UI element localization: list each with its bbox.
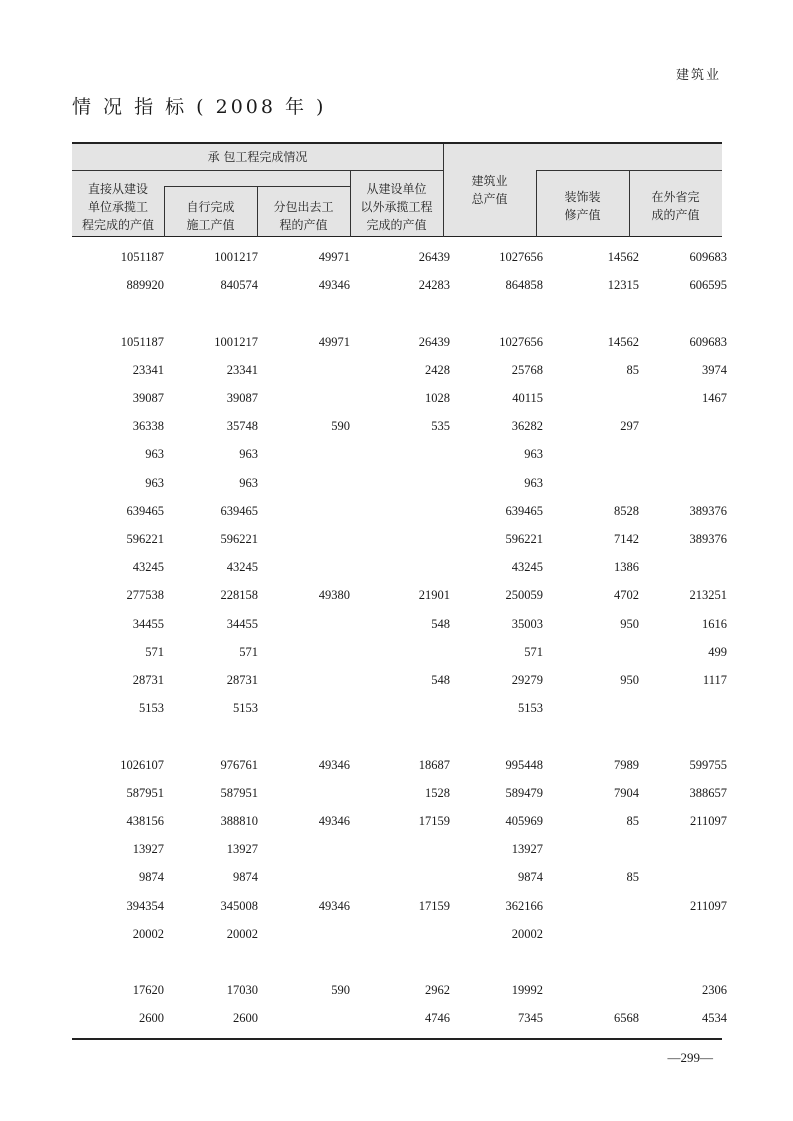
table-cell: 14562 xyxy=(607,334,639,349)
table-cell: 20002 xyxy=(132,926,164,941)
table-cell: 43245 xyxy=(132,560,164,575)
table-cell: 36282 xyxy=(511,419,543,434)
table-row xyxy=(72,701,722,721)
table-cell: 43245 xyxy=(511,560,543,575)
table-cell: 34455 xyxy=(226,616,258,631)
table-cell: 7142 xyxy=(614,532,639,546)
table-cell: 596221 xyxy=(220,532,258,546)
table-cell: 1386 xyxy=(614,560,639,575)
table-cell: 213251 xyxy=(689,588,727,603)
table-cell: 1001217 xyxy=(214,250,258,264)
table-cell: 49346 xyxy=(318,757,350,772)
table-cell: 49971 xyxy=(318,250,350,264)
table-row xyxy=(72,616,727,637)
table-cell: 589479 xyxy=(505,785,543,800)
table-cell: 297 xyxy=(620,419,639,434)
table-cell: 7904 xyxy=(614,785,639,800)
table-cell: 2306 xyxy=(702,983,727,998)
table-cell: 963 xyxy=(524,447,543,462)
table-cell: 345008 xyxy=(220,898,258,913)
table-cell: 639465 xyxy=(126,503,164,518)
table-cell: 590 xyxy=(331,419,350,434)
table-cell: 963 xyxy=(524,475,543,490)
table-cell: 389376 xyxy=(689,532,727,546)
table-cell: 13927 xyxy=(132,842,164,857)
table-cell: 2962 xyxy=(425,983,450,998)
table-cell: 4702 xyxy=(614,588,639,603)
table-cell: 49346 xyxy=(318,814,350,828)
table-row xyxy=(72,898,727,919)
table-cell: 28731 xyxy=(132,673,164,687)
table-cell: 394354 xyxy=(126,898,164,913)
table-cell: 277538 xyxy=(126,588,164,603)
table-cell: 4534 xyxy=(702,1011,727,1026)
table-cell: 1027656 xyxy=(499,250,543,264)
table-cell: 388810 xyxy=(220,814,258,828)
table-cell: 1528 xyxy=(425,785,450,800)
table-cell: 228158 xyxy=(220,588,258,603)
table-cell: 36338 xyxy=(132,419,164,434)
table-cell: 49346 xyxy=(318,278,350,293)
table-cell: 49346 xyxy=(318,898,350,913)
table-cell: 639465 xyxy=(220,503,258,518)
column-header-subcontracted: 分包出去工 程的产值 xyxy=(273,200,334,232)
table-cell: 26439 xyxy=(418,250,450,264)
table-cell: 1117 xyxy=(702,673,727,687)
table-row xyxy=(72,476,722,496)
table-cell: 963 xyxy=(239,447,258,462)
table-bottom-rule xyxy=(72,1038,722,1040)
table-cell: 1051187 xyxy=(120,334,164,349)
page-number: —299— xyxy=(667,1050,713,1065)
table-cell: 20002 xyxy=(226,926,258,941)
table-cell: 6568 xyxy=(614,1011,639,1026)
table-cell: 8528 xyxy=(614,503,639,518)
table-cell: 40115 xyxy=(512,391,543,405)
table-cell: 18687 xyxy=(418,757,450,772)
table-cell: 438156 xyxy=(126,814,164,828)
table-cell: 9874 xyxy=(233,870,258,885)
table-cell: 5153 xyxy=(139,701,164,716)
column-header-out-of-province: 在外省完 成的产值 xyxy=(651,190,700,222)
table-cell: 17159 xyxy=(418,898,450,913)
table-cell: 1028 xyxy=(425,391,450,405)
table-cell: 20002 xyxy=(511,926,543,941)
table-cell: 599755 xyxy=(689,757,727,772)
table-cell: 1616 xyxy=(702,616,727,631)
table-cell: 85 xyxy=(626,814,639,828)
table-row xyxy=(72,644,727,665)
table-cell: 3974 xyxy=(702,362,727,377)
column-header-other-units: 从建设单位 以外承揽工程 完成的产值 xyxy=(360,182,433,232)
table-cell: 12315 xyxy=(607,278,639,293)
table-row xyxy=(72,391,727,411)
table-cell: 211097 xyxy=(689,898,727,913)
table-cell: 26439 xyxy=(418,334,450,349)
table-cell: 499 xyxy=(708,644,727,659)
table-cell: 35748 xyxy=(226,419,258,434)
table-cell: 963 xyxy=(145,475,164,490)
table-cell: 596221 xyxy=(126,532,164,546)
table-cell: 17159 xyxy=(418,814,450,828)
table-cell: 596221 xyxy=(505,532,543,546)
table-header xyxy=(72,142,722,237)
table-cell: 571 xyxy=(524,644,543,659)
table-cell: 1051187 xyxy=(120,250,164,264)
column-header-direct: 直接从建设 单位承揽工 程完成的产值 xyxy=(81,182,154,232)
group-header: 承 包工程完成情况 xyxy=(207,150,308,164)
table-cell: 19992 xyxy=(511,983,543,998)
table-row xyxy=(72,560,722,580)
table-cell: 571 xyxy=(145,644,164,659)
table-row xyxy=(72,927,722,947)
table-cell: 43245 xyxy=(226,560,258,575)
table-cell: 9874 xyxy=(139,870,164,885)
table-cell: 23341 xyxy=(226,362,258,377)
table-cell: 28731 xyxy=(226,673,258,687)
table-cell: 2428 xyxy=(425,362,450,377)
table-cell: 639465 xyxy=(505,503,543,518)
table-row xyxy=(72,419,722,439)
table-cell: 85 xyxy=(626,870,639,885)
table-cell: 7989 xyxy=(614,757,639,772)
table-cell: 587951 xyxy=(220,785,258,800)
table-cell: 548 xyxy=(431,673,450,687)
group-header-rule xyxy=(72,170,443,171)
table-cell: 14562 xyxy=(607,250,639,264)
table-cell: 963 xyxy=(239,475,258,490)
table-cell: 889920 xyxy=(126,278,164,293)
table-cell: 1026107 xyxy=(120,757,164,772)
table-cell: 250059 xyxy=(505,588,543,603)
table-row xyxy=(72,729,722,749)
table-row xyxy=(72,250,727,270)
table-cell: 39087 xyxy=(226,391,258,405)
table-cell: 5153 xyxy=(233,701,258,716)
table-cell: 34455 xyxy=(132,616,164,631)
table-cell: 590 xyxy=(331,983,350,998)
table-cell: 29279 xyxy=(511,673,543,687)
table-cell: 5153 xyxy=(518,701,543,716)
table-row xyxy=(72,278,727,298)
table-cell: 49380 xyxy=(318,588,350,603)
table-cell: 2600 xyxy=(233,1011,258,1026)
table-cell: 85 xyxy=(626,362,639,377)
table-row xyxy=(72,955,722,975)
table-cell: 24283 xyxy=(418,278,450,293)
column-header-total-output: 建筑业 总产值 xyxy=(471,174,508,206)
table-cell: 25768 xyxy=(511,362,543,377)
table-row xyxy=(72,842,722,862)
table-cell: 1027656 xyxy=(499,334,543,349)
table-cell: 548 xyxy=(431,616,450,631)
table-row xyxy=(72,757,727,778)
table-cell: 13927 xyxy=(511,842,543,857)
table-row xyxy=(72,306,722,326)
table-row xyxy=(72,673,727,693)
table-cell: 995448 xyxy=(505,757,543,772)
table-cell: 950 xyxy=(620,673,639,687)
table-cell: 950 xyxy=(620,616,639,631)
table-row xyxy=(72,334,727,355)
table-row xyxy=(72,532,727,552)
table-cell: 4746 xyxy=(425,1011,450,1026)
table-cell: 571 xyxy=(239,644,258,659)
table-cell: 389376 xyxy=(689,503,727,518)
section-label: 建筑业 xyxy=(675,68,721,83)
table-cell: 17030 xyxy=(226,983,258,998)
table-cell: 49971 xyxy=(318,334,350,349)
table-cell: 2600 xyxy=(139,1011,164,1026)
page-title: 情 况 指 标 ( 2008 年 ) xyxy=(72,96,327,118)
table-cell: 21901 xyxy=(418,588,450,603)
table-cell: 405969 xyxy=(505,814,543,828)
table-cell: 7345 xyxy=(518,1011,543,1026)
table-row xyxy=(72,983,727,1003)
table-row xyxy=(72,362,727,383)
table-cell: 39087 xyxy=(132,391,164,405)
column-header-decoration: 装饰装 修产值 xyxy=(564,190,601,222)
table-row xyxy=(72,503,727,524)
table-row xyxy=(72,447,722,467)
table-cell: 362166 xyxy=(505,898,543,913)
table-cell: 864858 xyxy=(505,278,543,293)
table-row xyxy=(72,814,727,834)
table-cell: 13927 xyxy=(226,842,258,857)
table-cell: 609683 xyxy=(689,334,727,349)
table-cell: 587951 xyxy=(126,785,164,800)
table-cell: 976761 xyxy=(220,757,258,772)
column-header-self-completed: 自行完成 施工产值 xyxy=(186,200,235,232)
table-cell: 606595 xyxy=(689,278,727,293)
table-row xyxy=(72,588,727,608)
table-cell: 963 xyxy=(145,447,164,462)
table-cell: 1467 xyxy=(702,391,727,405)
table-cell: 609683 xyxy=(689,250,727,264)
table-cell: 35003 xyxy=(511,616,543,631)
table-cell: 535 xyxy=(431,419,450,434)
table-row xyxy=(72,1011,727,1031)
table-cell: 388657 xyxy=(689,785,727,800)
table-cell: 23341 xyxy=(132,362,164,377)
table-cell: 17620 xyxy=(132,983,164,998)
table-cell: 1001217 xyxy=(214,334,258,349)
table-row xyxy=(72,870,722,890)
table-cell: 840574 xyxy=(220,278,258,293)
table-cell: 9874 xyxy=(518,870,543,885)
table-cell: 211097 xyxy=(689,814,727,828)
table-row xyxy=(72,785,727,806)
